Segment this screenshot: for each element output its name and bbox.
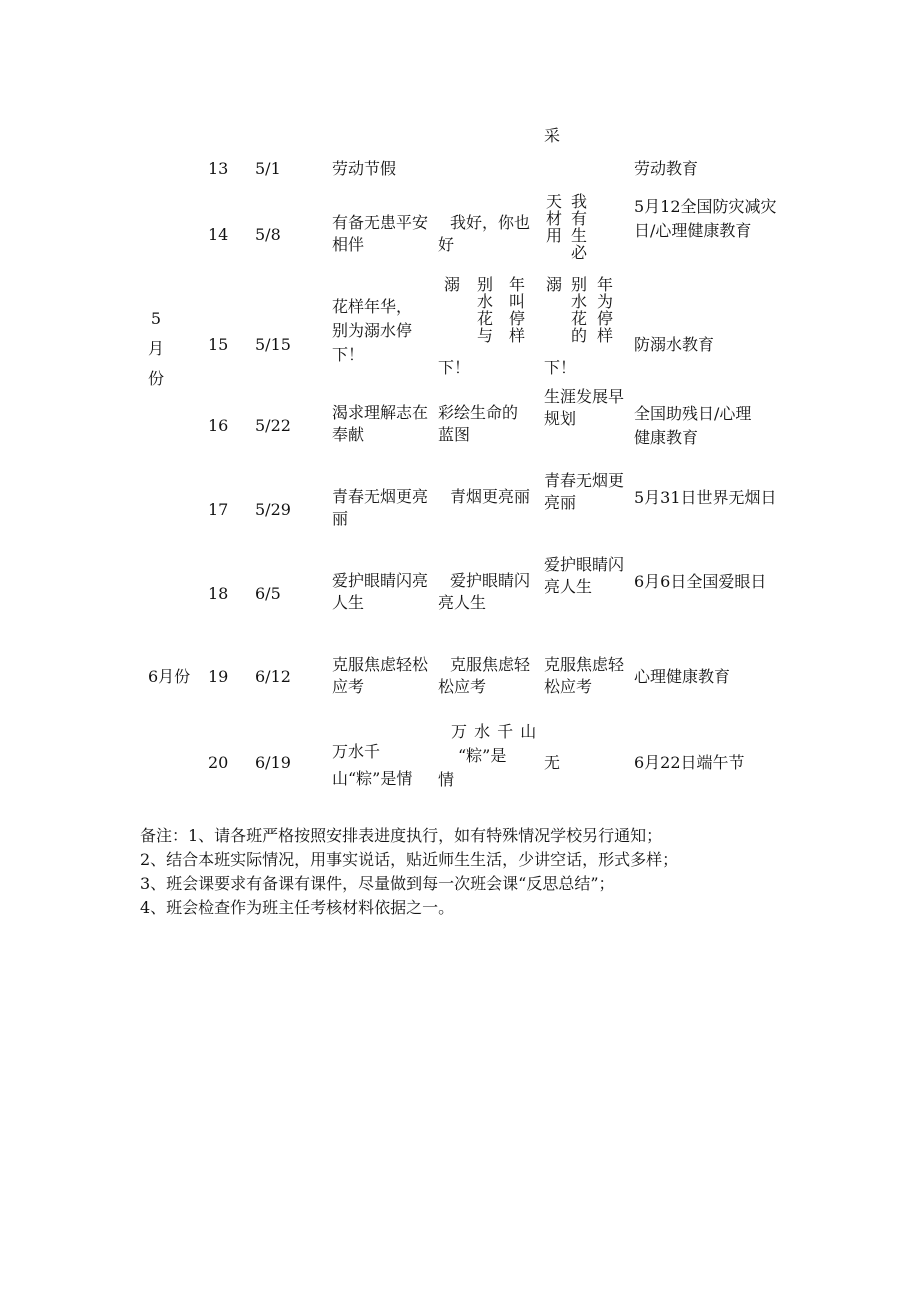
class-theme-line: 万 水 千 山	[451, 722, 538, 741]
theme-cell: 有备无患平安相伴	[332, 213, 429, 254]
theme-cell: 青春无烟更亮丽	[332, 487, 429, 528]
education-cell: 防溺水教育	[634, 335, 715, 354]
class-theme-cell: 彩绘生命的蓝图	[438, 403, 519, 444]
week-number: 16	[208, 416, 229, 435]
month-label-may: 5月份	[148, 309, 165, 388]
education-cell: 6月22日端午节	[634, 753, 745, 772]
class-theme-cell: 无	[544, 753, 561, 772]
date-cell: 6/19	[255, 753, 291, 772]
theme-cell: 劳动节假	[332, 159, 397, 178]
date-cell: 6/5	[255, 584, 281, 603]
theme-cell: 爱护眼睛闪亮人生	[332, 571, 429, 612]
vertical-text-column: 别水花与	[476, 275, 493, 345]
class-theme-cell: 青烟更亮丽	[450, 487, 531, 506]
vertical-text-column: 溺	[443, 275, 460, 294]
class-theme-cell: 青春无烟更亮丽	[544, 471, 625, 512]
notes-section	[140, 824, 820, 920]
education-cell: 5月31日世界无烟日	[634, 488, 777, 507]
class-theme-cell: 克服焦虑轻松应考	[438, 655, 531, 696]
week-number: 14	[208, 225, 229, 244]
trailing-text: 下！	[544, 358, 577, 377]
date-cell: 6/12	[255, 667, 291, 686]
week-number: 13	[208, 159, 229, 178]
vertical-text-column: 我有生必	[570, 192, 587, 262]
date-cell: 5/15	[255, 335, 291, 354]
top-fragment: 采	[544, 126, 561, 145]
note-line: 2、结合本班实际情况，用事实说话，贴近师生生活，少讲空话，形式多样；	[140, 850, 679, 869]
education-cell: 5月12全国防灾减灾日/心理健康教育	[634, 197, 777, 240]
vertical-text-column: 天材用	[545, 192, 562, 245]
theme-cell: 渴求理解志在奉献	[332, 403, 429, 444]
date-cell: 5/29	[255, 500, 291, 519]
class-theme-cell: 我好，你也好	[438, 213, 531, 254]
education-cell: 全国助残日/心理健康教育	[634, 404, 752, 447]
education-cell: 劳动教育	[634, 159, 699, 178]
vertical-text-column: 年为停样	[596, 275, 613, 345]
education-cell: 心理健康教育	[634, 667, 731, 686]
vertical-text-column: 年叫停样	[508, 275, 525, 345]
class-theme-cell: 生涯发展早规划	[544, 387, 625, 428]
class-theme-cell: 爱护眼睛闪亮人生	[544, 555, 625, 596]
week-number: 20	[208, 753, 229, 772]
month-label-june: 6月份	[148, 667, 191, 686]
trailing-text: 下！	[438, 358, 471, 377]
class-theme-cell: 克服焦虑轻松应考	[544, 655, 625, 696]
theme-cell: 克服焦虑轻松应考	[332, 655, 429, 696]
vertical-text-column: 溺	[545, 275, 562, 294]
week-number: 18	[208, 584, 229, 603]
week-number: 17	[208, 500, 229, 519]
date-cell: 5/22	[255, 416, 291, 435]
vertical-text-column: 别水花的	[570, 275, 587, 345]
education-cell: 6月6日全国爱眼日	[634, 572, 767, 591]
note-line: 备注：1、请各班严格按照安排表进度执行，如有特殊情况学校另行通知；	[140, 826, 663, 845]
week-number: 19	[208, 667, 229, 686]
date-cell: 5/8	[255, 225, 281, 244]
class-theme-line: 情	[438, 770, 455, 789]
theme-cell: 花样年华，别为溺水停下！	[332, 297, 413, 364]
note-line: 3、班会课要求有备课有课件，尽量做到每一次班会课“反思总结”；	[140, 874, 615, 893]
date-cell: 5/1	[255, 159, 281, 178]
week-number: 15	[208, 335, 229, 354]
class-theme-line: “粽”是	[458, 746, 507, 765]
class-theme-cell: 爱护眼睛闪亮人生	[438, 571, 531, 612]
note-line: 4、班会检查作为班主任考核材料依据之一。	[140, 898, 455, 917]
theme-cell: 万水千山“粽”是情	[332, 742, 413, 788]
